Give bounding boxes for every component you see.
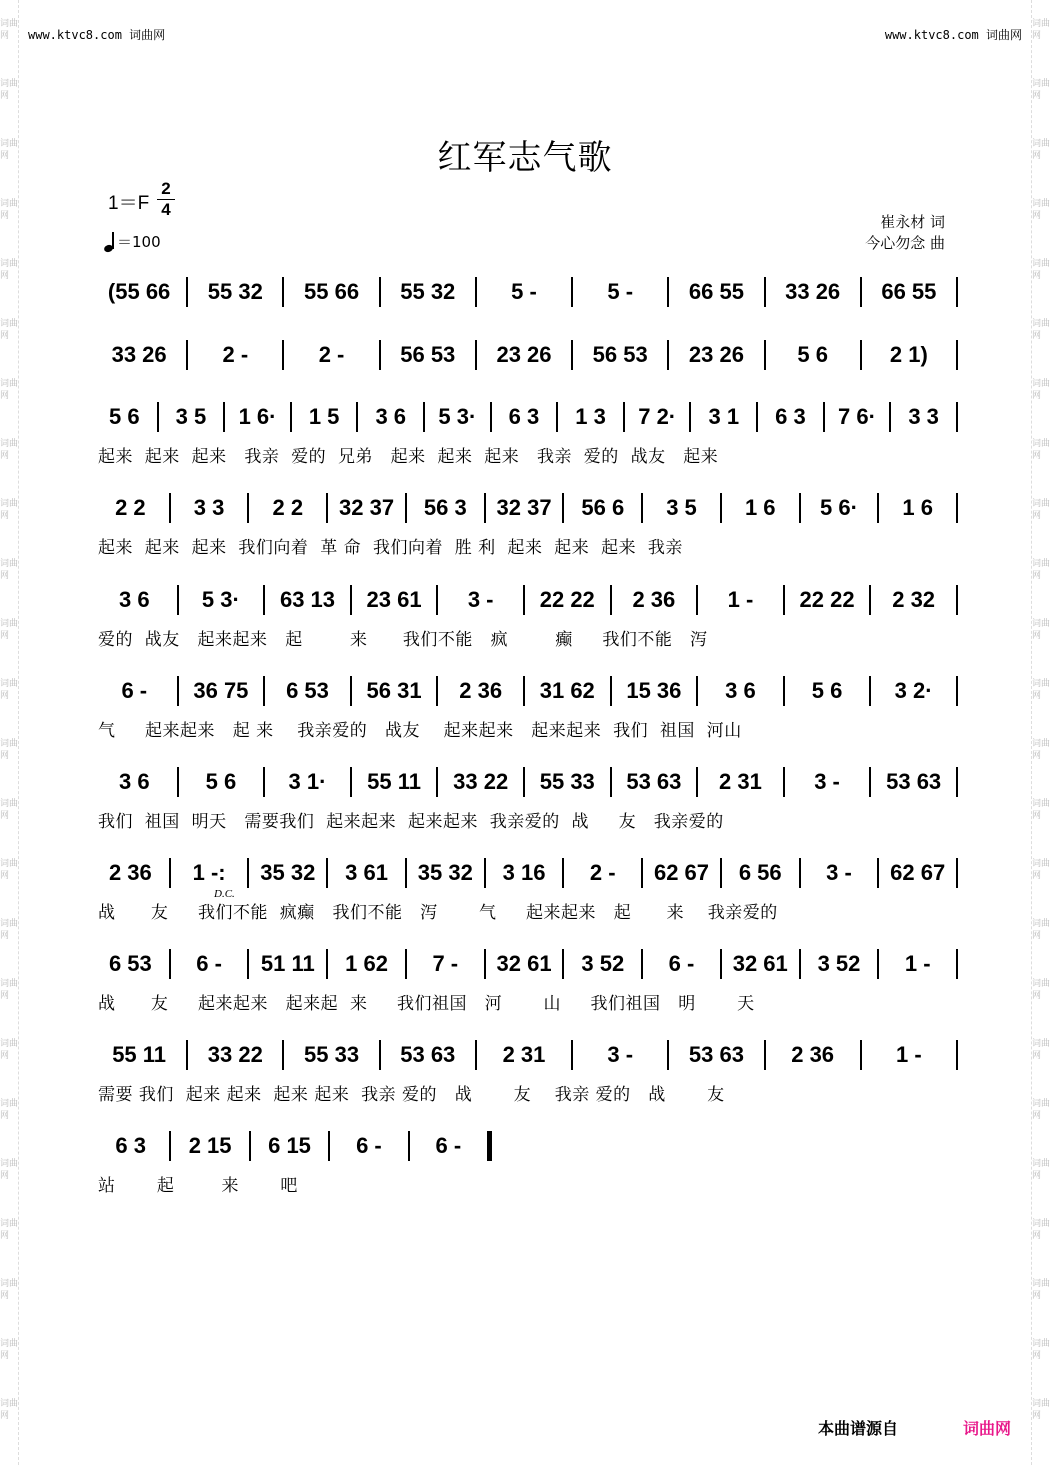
measure: 62 67: [890, 860, 946, 885]
measure: 22 22: [799, 587, 855, 612]
watermark-mark: 词曲网: [0, 199, 19, 221]
watermark-mark: 词曲网: [0, 1339, 19, 1361]
measure: 56 53: [592, 342, 648, 367]
notation-line: [92, 583, 958, 617]
footer-source-label: 本曲谱源自: [818, 1419, 899, 1438]
measure: 2 1): [889, 342, 928, 367]
watermark-mark: 词曲网: [0, 1159, 19, 1181]
measure: 1 -: [727, 587, 754, 612]
lyric-line: 气 起来起来 起 来 我亲爱的 战友 起来起来 起来起来 我们 祖国 河山: [98, 721, 742, 741]
measure: 6 -: [668, 951, 695, 976]
measure: 6 -: [196, 951, 222, 976]
measure: 35 32: [260, 860, 316, 885]
measure: 56 53: [400, 342, 456, 367]
watermark-mark: 词曲网: [0, 619, 19, 641]
measure: 1 62: [345, 951, 388, 976]
watermark-mark: 词曲网: [1032, 619, 1050, 641]
measure: 53 63: [400, 1042, 456, 1067]
watermark-mark: 词曲网: [1032, 1219, 1050, 1241]
notation-line: [92, 491, 958, 525]
measure: 55 11: [112, 1042, 167, 1067]
measure: 62 67: [653, 860, 710, 885]
measure: 55 33: [304, 1042, 360, 1067]
measure: 3 5: [175, 404, 207, 429]
measure: 6 3: [508, 404, 540, 429]
watermark-mark: 词曲网: [1032, 379, 1050, 401]
site-url-left[interactable]: www.ktvc8.com 词曲网: [28, 28, 166, 42]
notation-line: [92, 1129, 492, 1163]
watermark-mark: 词曲网: [0, 859, 19, 881]
measure: 2 -: [222, 342, 249, 367]
watermark-mark: 词曲网: [1032, 739, 1050, 761]
watermark-mark: 词曲网: [1032, 1399, 1050, 1421]
time-signature-bottom: 4: [157, 199, 175, 220]
measure: 56 31: [366, 678, 422, 703]
measure: 7 6·: [838, 404, 876, 429]
measure: 6 -: [356, 1133, 382, 1158]
measure: 5 6: [205, 769, 237, 794]
measure: 7 -: [432, 951, 459, 976]
measure: 55 33: [539, 769, 595, 794]
measure: 5 -: [511, 279, 537, 304]
measure: 6 3: [115, 1133, 146, 1158]
watermark-mark: 词曲网: [0, 319, 19, 341]
measure: 3 -: [467, 587, 494, 612]
measure: 3 -: [607, 1042, 634, 1067]
measure: 55 66: [304, 279, 360, 304]
measure: 3 5: [666, 495, 697, 520]
measure: 32 37: [339, 495, 395, 520]
measure: 3 -: [826, 860, 852, 885]
watermark-mark: 词曲网: [1032, 139, 1050, 161]
measure: 63 13: [279, 587, 336, 612]
measure: 23 26: [688, 342, 744, 367]
watermark-mark: 词曲网: [1032, 1099, 1050, 1121]
notation-line: [92, 674, 958, 708]
barline: [956, 585, 958, 615]
watermark-mark: 词曲网: [0, 1039, 19, 1061]
notation-line: [92, 947, 958, 981]
watermark-mark: 词曲网: [1032, 1039, 1050, 1061]
measure: 22 22: [539, 587, 595, 612]
notation-line: [92, 400, 958, 434]
barline: [956, 340, 958, 370]
measure: 53 63: [626, 769, 682, 794]
watermark-mark: 词曲网: [1032, 1279, 1050, 1301]
lyric-line: 站 起 来 吧: [98, 1176, 298, 1196]
measure: 3 -: [814, 769, 840, 794]
watermark-mark: 词曲网: [1032, 259, 1050, 281]
measure: 6 15: [268, 1133, 311, 1158]
lyric-line: 爱的 战友 起来起来 起 来 我们不能 疯 癫 我们不能 泻: [98, 630, 708, 650]
barline: [956, 493, 958, 523]
measure: 1 -: [904, 951, 931, 976]
watermark-mark: 词曲网: [1032, 439, 1050, 461]
measure: 2 31: [502, 1042, 546, 1067]
measure: 2 32: [892, 587, 936, 612]
watermark-mark: 词曲网: [0, 139, 19, 161]
watermark-mark: 词曲网: [0, 499, 19, 521]
watermark-mark: 词曲网: [0, 1099, 19, 1121]
right-watermark-strip: [1031, 0, 1050, 1465]
barline: [956, 402, 958, 432]
measure: 6 -: [435, 1133, 462, 1158]
measure: 3 61: [345, 860, 388, 885]
key-signature: 1＝F: [108, 193, 150, 214]
credits: [865, 212, 945, 254]
measure: 36 75: [193, 678, 249, 703]
watermark-mark: 词曲网: [1032, 319, 1050, 341]
measure: 6 -: [121, 678, 148, 703]
watermark-mark: 词曲网: [1032, 499, 1050, 521]
measure: 33 22: [207, 1042, 263, 1067]
measure: 3 52: [817, 951, 861, 976]
watermark-mark: 词曲网: [0, 799, 19, 821]
measure: 53 63: [886, 769, 942, 794]
measure: 5 6·: [820, 495, 858, 520]
measure: 15 36: [626, 678, 682, 703]
barline: [956, 949, 958, 979]
time-signature: [157, 179, 175, 220]
watermark-mark: 词曲网: [0, 1219, 19, 1241]
quarter-note-icon: [104, 232, 117, 252]
watermark-mark: 词曲网: [1032, 559, 1050, 581]
measure: 5 6: [797, 342, 828, 367]
barline: [956, 1040, 958, 1070]
measure: 56 3: [423, 495, 467, 520]
measure: 23 61: [366, 587, 422, 612]
measure: 3 1·: [288, 769, 327, 794]
watermark-mark: 词曲网: [0, 559, 19, 581]
measure: 66 55: [881, 279, 937, 304]
watermark-mark: 词曲网: [0, 979, 19, 1001]
measure: 1 -: [896, 1042, 922, 1067]
lyric-line: 战 友 起来起来 起来起 来 我们祖国 河 山 我们祖国 明 天: [98, 994, 755, 1014]
measure: 35 32: [417, 860, 473, 885]
measure: 3 16: [502, 860, 546, 885]
measure: 2 36: [108, 860, 152, 885]
measure: 32 61: [496, 951, 552, 976]
barline: [956, 767, 958, 797]
watermark-mark: 词曲网: [0, 379, 19, 401]
measure: 31 62: [539, 678, 595, 703]
lyric-line: 起来 起来 起来 我们向着 革 命 我们向着 胜 利 起来 起来 起来 我亲: [98, 538, 683, 558]
watermark-mark: 词曲网: [0, 739, 19, 761]
measure: 2 15: [188, 1133, 232, 1158]
measure: 53 63: [688, 1042, 744, 1067]
composer-credit: 今心勿念 曲: [865, 234, 945, 252]
measure: 3 52: [581, 951, 625, 976]
measure: 3 3: [908, 404, 939, 429]
measure: 3 6: [375, 404, 407, 429]
measure: 1 6: [902, 495, 933, 520]
watermark-mark: 词曲网: [0, 919, 19, 941]
watermark-mark: 词曲网: [1032, 1159, 1050, 1181]
measure: 2 36: [632, 587, 676, 612]
watermark-mark: 词曲网: [1032, 1339, 1050, 1361]
footer-brand[interactable]: 词曲网: [963, 1419, 1012, 1438]
lyricist-credit: 崔永材 词: [880, 213, 945, 231]
measure: 2 2: [115, 495, 146, 520]
measure: 55 32: [400, 279, 456, 304]
left-watermark-strip: [0, 0, 19, 1465]
notation-line: [92, 338, 958, 372]
watermark-mark: 词曲网: [0, 679, 19, 701]
notation-line: [92, 765, 958, 799]
measure: 3 6: [119, 769, 150, 794]
lyric-line: 战 友 我们不能 疯癫 我们不能 泻 气 起来起来 起 来 我亲爱的: [98, 903, 778, 923]
measure: 1 6·: [238, 404, 277, 429]
measure: 66 55: [688, 279, 744, 304]
measure: 1 3: [575, 404, 606, 429]
measure: 55 11: [367, 769, 421, 794]
lyric-line: 我们 祖国 明天 需要我们 起来起来 起来起来 我亲爱的 战 友 我亲爱的: [98, 812, 724, 832]
measure: 2 -: [589, 860, 616, 885]
time-signature-top: 2: [161, 179, 171, 198]
barline: [487, 1131, 492, 1161]
watermark-mark: 词曲网: [0, 1399, 19, 1421]
measure: 2 36: [459, 678, 503, 703]
watermark-mark: 词曲网: [1032, 679, 1050, 701]
lyric-line: 起来 起来 起来 我亲 爱的 兄弟 起来 起来 起来 我亲 爱的 战友 起来: [98, 447, 719, 467]
measure: 6 3: [775, 404, 806, 429]
watermark-mark: 词曲网: [1032, 859, 1050, 881]
watermark-mark: 词曲网: [1032, 199, 1050, 221]
measure: 32 61: [732, 951, 788, 976]
watermark-mark: 词曲网: [0, 79, 19, 101]
tempo-value: ＝100: [117, 233, 161, 251]
measure: 1 5: [308, 404, 340, 429]
watermark-mark: 词曲网: [1032, 919, 1050, 941]
lyric-line: 需要 我们 起来 起来 起来 起来 我亲 爱的 战 友 我亲 爱的 战 友: [98, 1085, 725, 1105]
watermark-mark: 词曲网: [1032, 799, 1050, 821]
measure: 56 6: [581, 495, 625, 520]
measure: 33 26: [785, 279, 841, 304]
measure: 33 22: [453, 769, 509, 794]
measure: 6 53: [286, 678, 329, 703]
barline: [956, 858, 958, 888]
measure: 6 53: [108, 951, 152, 976]
measure: 5 6: [109, 404, 140, 429]
watermark-mark: 词曲网: [1032, 79, 1050, 101]
measure: 23 26: [496, 342, 552, 367]
watermark-mark: 词曲网: [0, 1279, 19, 1301]
watermark-mark: 词曲网: [1032, 979, 1050, 1001]
measure: 5 3·: [201, 587, 240, 612]
measure: 32 37: [496, 495, 552, 520]
measure: 1 -:: [192, 860, 226, 885]
watermark-mark: 词曲网: [0, 19, 19, 41]
tempo-marking: [104, 231, 161, 252]
barline: [956, 676, 958, 706]
measure: 3 3: [193, 495, 225, 520]
watermark-mark: 词曲网: [1032, 19, 1050, 41]
notation-line: [92, 856, 958, 890]
measure: 3 6: [725, 678, 756, 703]
measure: 7 2·: [638, 404, 677, 429]
site-url-right[interactable]: www.ktvc8.com 词曲网: [884, 28, 1022, 42]
measure: 6 56: [738, 860, 782, 885]
measure: 51 11: [260, 951, 315, 976]
measure: 2 -: [318, 342, 345, 367]
measure: 5 6: [811, 678, 843, 703]
measure: 2 2: [272, 495, 304, 520]
measure: (55 66: [107, 279, 171, 304]
measure: 5 3·: [438, 404, 477, 429]
measure: 1 6: [744, 495, 776, 520]
measure: 33 26: [111, 342, 167, 367]
measure: 3 6: [119, 587, 150, 612]
watermark-mark: 词曲网: [0, 439, 19, 461]
song-title: 红军志气歌: [437, 138, 613, 178]
measure: 3 1: [708, 404, 740, 429]
measure: 55 32: [207, 279, 263, 304]
measure: 2 36: [791, 1042, 835, 1067]
measure: 2 31: [719, 769, 762, 794]
barline: [956, 277, 958, 307]
notation-line: [92, 275, 958, 309]
measure: 5 -: [607, 279, 634, 304]
dc-mark: D.C.: [214, 888, 235, 900]
measure: 3 2·: [894, 678, 933, 703]
notation-line: [92, 1038, 958, 1072]
watermark-mark: 词曲网: [0, 259, 19, 281]
